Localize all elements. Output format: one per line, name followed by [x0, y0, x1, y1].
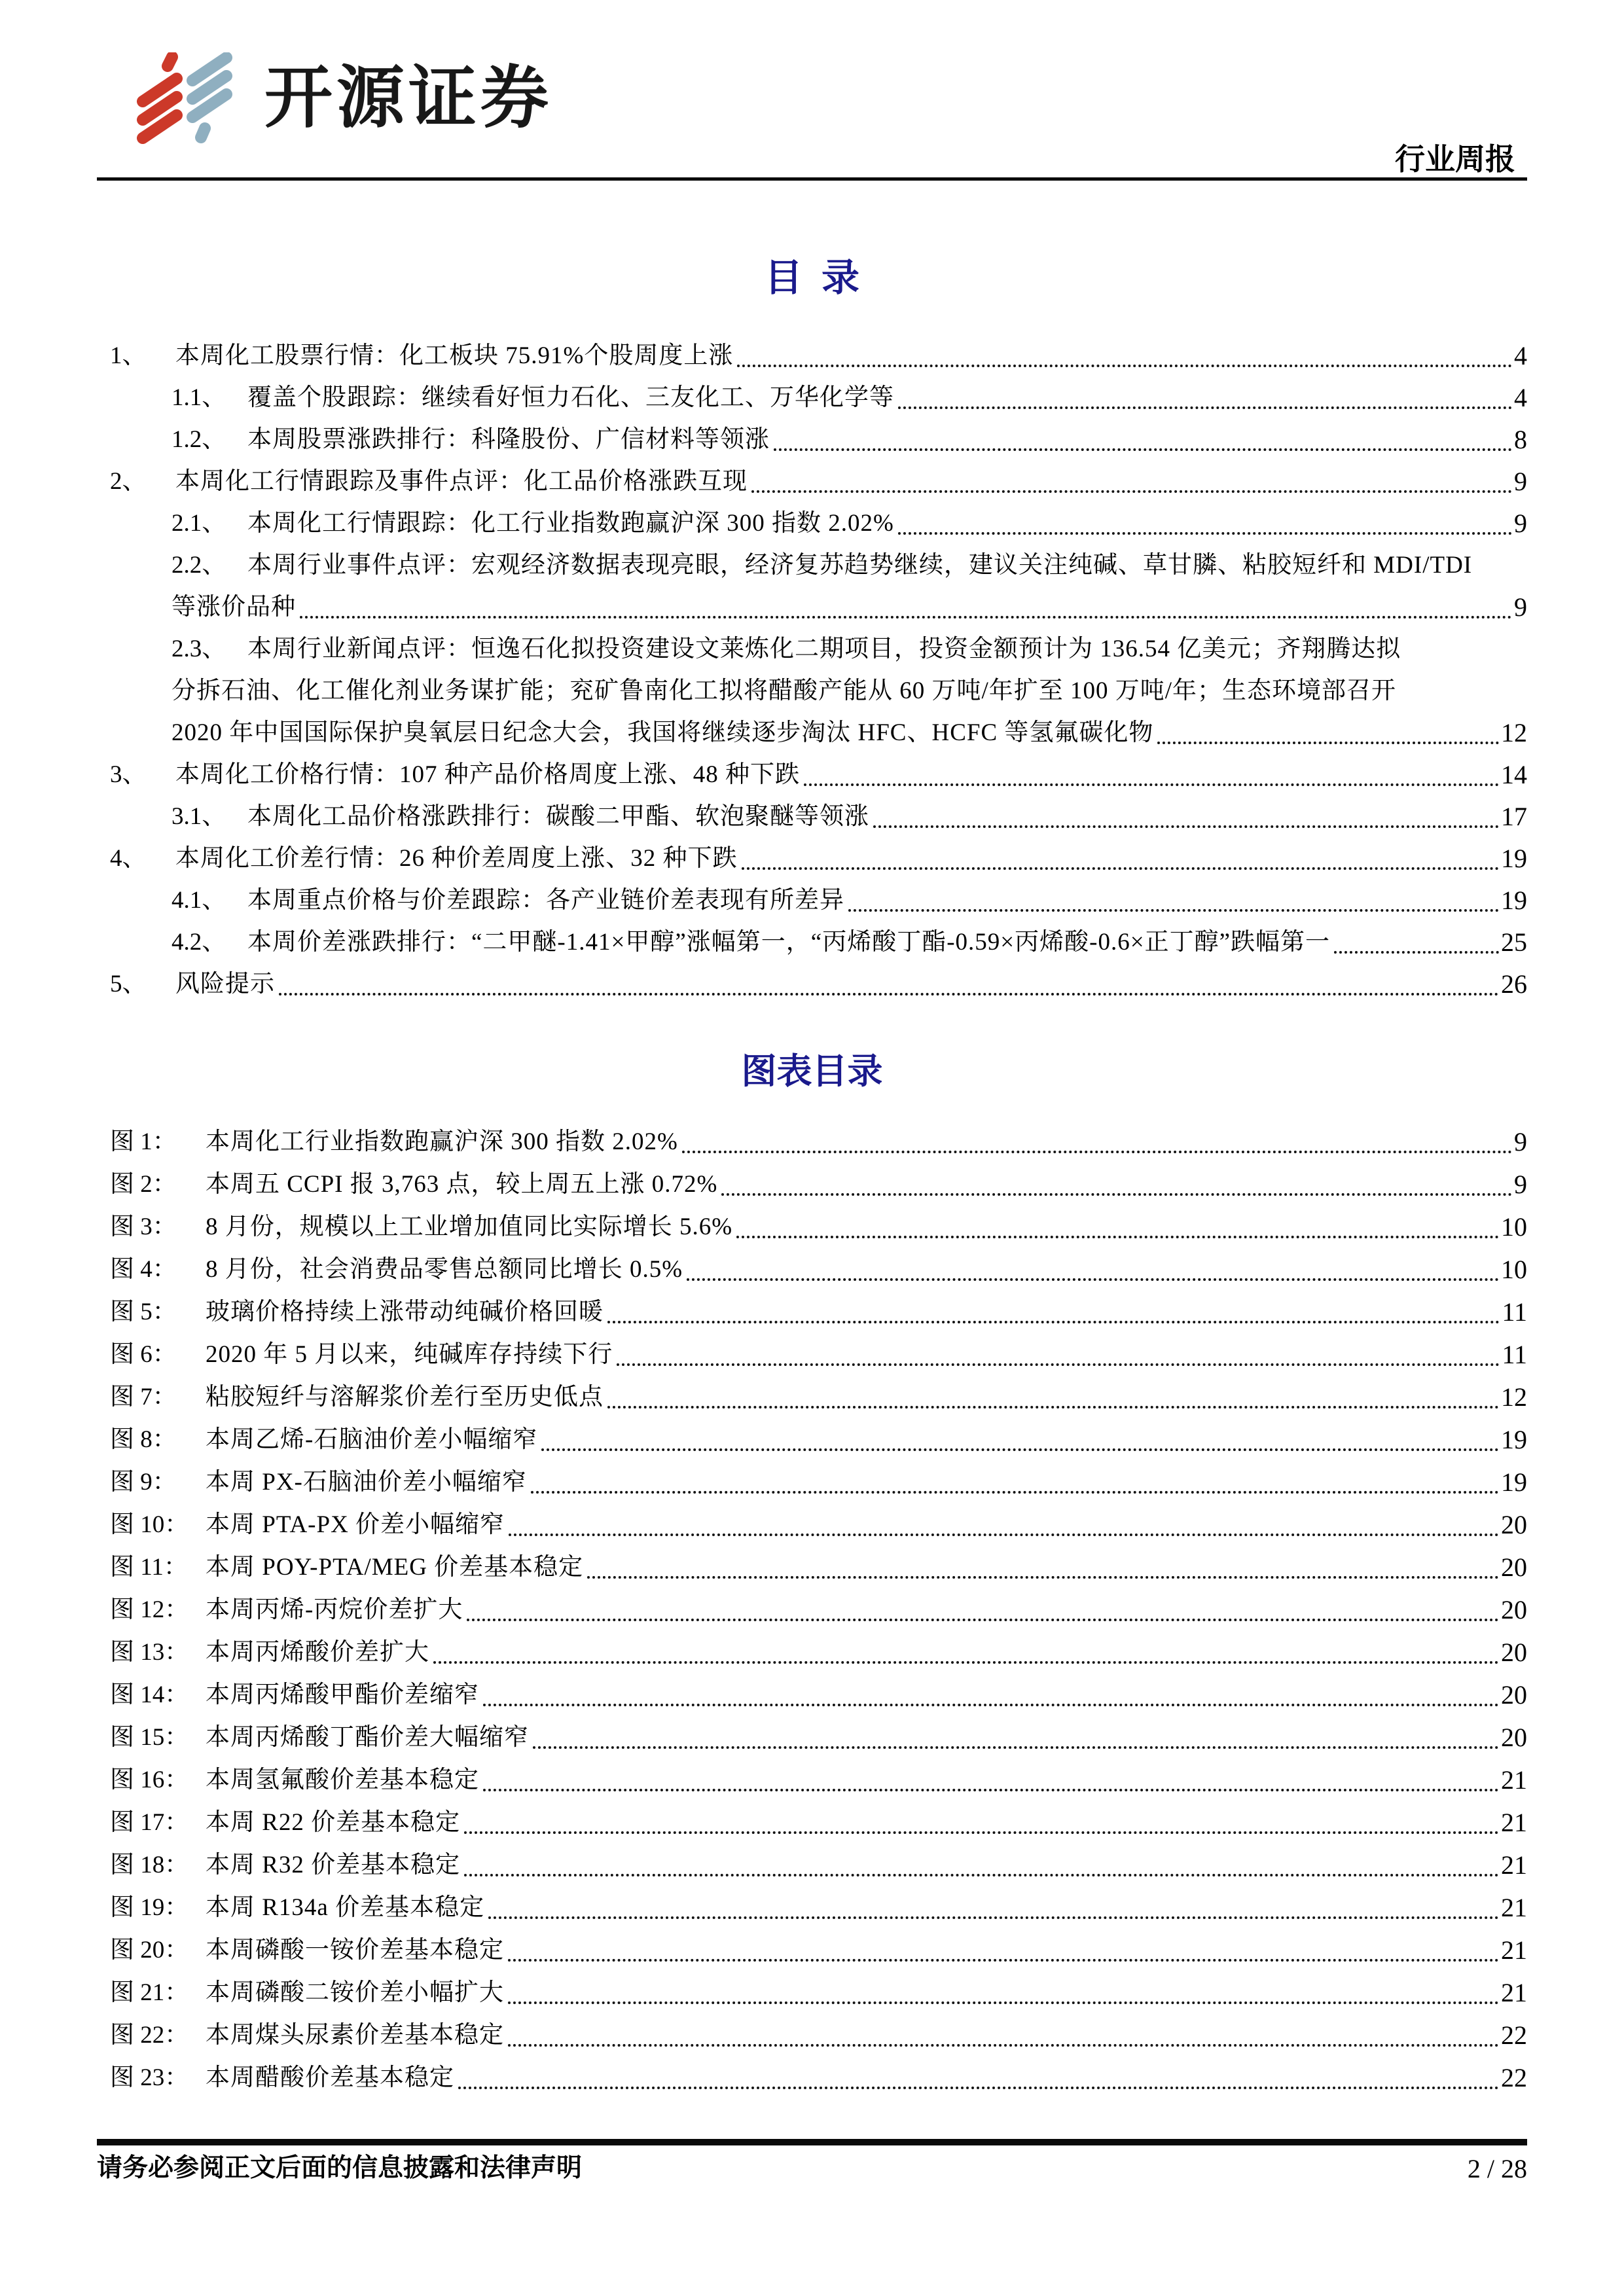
figure-toc-entry[interactable] — [97, 1886, 1527, 1929]
entry-page-number: 4 — [1514, 341, 1527, 370]
entry-page-number: 9 — [1514, 467, 1527, 496]
dot-leader — [737, 365, 1512, 367]
toc-entry-line — [97, 335, 1527, 377]
toc-entry[interactable] — [97, 419, 1527, 461]
entry-number: 图 10： — [110, 1511, 189, 1538]
footer-disclaimer: 请务必参阅正文后面的信息披露和法律声明 — [97, 2154, 583, 2182]
entry-page-number: 25 — [1501, 927, 1527, 957]
figure-toc-entry[interactable] — [97, 1333, 1527, 1376]
dot-leader — [483, 1789, 1499, 1791]
figure-toc-entry[interactable] — [97, 1929, 1527, 1971]
toc-entry-line — [97, 377, 1527, 419]
entry-title: 本周行业事件点评：宏观经济数据表现亮眼，经济复苏趋势继续，建议关注纯碱、草甘膦、粘胶短纤和 MDI/TDI — [247, 552, 1473, 579]
company-logo — [135, 52, 552, 144]
entry-title: 2020 年中国国际保护臭氧层日纪念大会，我国将继续逐步淘汰 HFC、HCFC 等氢氟碳化物 — [171, 719, 1154, 746]
entry-number: 2.1、 — [171, 510, 226, 537]
figure-toc-entry[interactable] — [97, 1503, 1527, 1546]
toc-entry-line — [97, 1376, 1527, 1418]
dot-leader — [300, 616, 1512, 619]
entry-title: 本周重点价格与价差跟踪：各产业链价差表现有所差异 — [247, 887, 844, 914]
figure-toc-entry[interactable] — [97, 1971, 1527, 2014]
entry-title: 本周化工价格行情：107 种产品价格周度上涨、48 种下跌 — [175, 761, 800, 788]
entry-page-number: 9 — [1514, 592, 1527, 622]
dot-leader — [1334, 951, 1499, 954]
toc-entry[interactable] — [97, 922, 1527, 963]
entry-number: 2.2、 — [171, 552, 226, 579]
entry-number: 1.1、 — [171, 384, 226, 411]
entry-number: 图 11： — [110, 1554, 188, 1581]
entry-title: 本周磷酸二铵价差小幅扩大 — [206, 1979, 504, 2006]
figure-toc-entry[interactable] — [97, 1248, 1527, 1291]
entry-number: 图 21： — [110, 1979, 189, 2006]
toc-entry-line — [97, 2056, 1527, 2099]
entry-title: 本周行业新闻点评：恒逸石化拟投资建设文莱炼化二期项目，投资金额预计为 136.54 亿美元；齐翔腾达拟 — [247, 636, 1401, 662]
toc-entry-line — [97, 419, 1527, 461]
entry-title: 粘胶短纤与溶解浆价差行至历史低点 — [206, 1384, 604, 1410]
toc-entry[interactable] — [97, 377, 1527, 419]
kaiyuan-logo-icon — [135, 52, 247, 144]
toc-entry-line — [97, 838, 1527, 880]
figures-toc-title: 图表目录 — [741, 1052, 883, 1091]
toc-entry-line — [97, 503, 1527, 545]
entry-page-number: 9 — [1514, 1127, 1527, 1157]
entry-page-number: 9 — [1514, 1170, 1527, 1199]
page-footer — [97, 2139, 1527, 2185]
entry-title: 玻璃价格持续上涨带动纯碱价格回暖 — [206, 1299, 604, 1325]
entry-page-number: 14 — [1501, 760, 1527, 789]
toc-entry-line — [97, 1333, 1527, 1376]
dot-leader — [488, 1916, 1499, 1919]
figure-toc-entry[interactable] — [97, 1801, 1527, 1844]
dot-leader — [687, 1278, 1499, 1281]
dot-leader — [617, 1363, 1500, 1366]
toc-entry-line — [97, 1971, 1527, 2014]
figure-toc-entry[interactable] — [97, 1206, 1527, 1248]
toc-entry-line — [97, 1163, 1527, 1206]
entry-title: 本周煤头尿素价差基本稳定 — [206, 2022, 504, 2049]
dot-leader — [508, 1959, 1499, 1962]
page-number-indicator: 2 / 28 — [1467, 2154, 1527, 2183]
entry-number: 3.1、 — [171, 803, 226, 830]
entry-title: 本周丙烯酸丁酯价差大幅缩窄 — [206, 1724, 529, 1751]
entry-page-number: 20 — [1501, 1680, 1527, 1710]
toc-entry-line — [97, 1631, 1527, 1674]
dot-leader — [433, 1661, 1499, 1664]
entry-title: 本周磷酸一铵价差基本稳定 — [206, 1937, 504, 1964]
dot-leader — [607, 1321, 1500, 1323]
entry-title: 风险提示 — [175, 971, 275, 997]
entry-title: 本周化工行情跟踪及事件点评：化工品价格涨跌互现 — [175, 468, 748, 495]
entry-page-number: 21 — [1501, 1765, 1527, 1795]
entry-title: 本周化工股票行情：化工板块 75.91%个股周度上涨 — [175, 342, 734, 369]
entry-page-number: 4 — [1514, 383, 1527, 412]
entry-number: 图 14： — [110, 1681, 189, 1708]
dot-leader — [742, 867, 1500, 870]
entry-number: 图 16： — [110, 1767, 189, 1793]
entry-title: 8 月份，社会消费品零售总额同比增长 0.5% — [206, 1256, 683, 1283]
entry-title: 本周化工品价格涨跌排行：碳酸二甲酯、软泡聚醚等领涨 — [247, 803, 869, 830]
entry-number: 图 7： — [110, 1384, 177, 1410]
entry-title: 本周 PTA-PX 价差小幅缩窄 — [206, 1511, 505, 1538]
entry-number: 图 23： — [110, 2064, 189, 2091]
entry-page-number: 9 — [1514, 509, 1527, 538]
entry-number: 图 5： — [110, 1299, 177, 1325]
entry-page-number: 11 — [1502, 1340, 1527, 1369]
entry-title: 本周化工价差行情：26 种价差周度上涨、32 种下跌 — [175, 845, 738, 872]
entry-page-number: 8 — [1514, 425, 1527, 454]
entry-title: 本周 R134a 价差基本稳定 — [206, 1894, 485, 1921]
brand-name: 开源证券 — [264, 60, 553, 136]
figure-toc-entry[interactable] — [97, 1546, 1527, 1588]
entry-number: 图 22： — [110, 2022, 189, 2049]
toc-entry[interactable] — [97, 754, 1527, 796]
entry-number: 图 13： — [110, 1639, 189, 1666]
toc-entry-line — [97, 1929, 1527, 1971]
dot-leader — [531, 1491, 1499, 1494]
entry-number: 图 17： — [110, 1809, 189, 1836]
dot-leader — [509, 1534, 1499, 1536]
toc-entry-line — [97, 1674, 1527, 1716]
entry-page-number: 20 — [1501, 1723, 1527, 1752]
entry-title: 本周醋酸价差基本稳定 — [206, 2064, 454, 2091]
entry-title: 本周化工行业指数跑赢沪深 300 指数 2.02% — [206, 1128, 678, 1155]
entry-page-number: 21 — [1501, 1893, 1527, 1922]
toc-entry-line — [97, 1503, 1527, 1546]
entry-number: 图 4： — [110, 1256, 177, 1283]
toc-entry-line — [97, 1248, 1527, 1291]
entry-title: 2020 年 5 月以来，纯碱库存持续下行 — [206, 1341, 613, 1368]
toc-entry-line — [97, 1546, 1527, 1588]
entry-page-number: 10 — [1501, 1255, 1527, 1284]
entry-page-number: 22 — [1501, 2020, 1527, 2050]
figure-toc-entry[interactable] — [97, 1121, 1527, 1163]
entry-number: 图 2： — [110, 1171, 177, 1198]
dot-leader — [804, 783, 1499, 786]
report-type-label: 行业周报 — [1395, 143, 1515, 176]
entry-number: 图 6： — [110, 1341, 177, 1368]
dot-leader — [736, 1236, 1499, 1238]
entry-number: 5、 — [110, 971, 147, 997]
figures-toc-list — [97, 1121, 1527, 2099]
dot-leader — [751, 490, 1512, 493]
entry-number: 2、 — [110, 468, 147, 495]
entry-title: 本周丙烯酸甲酯价差缩窄 — [206, 1681, 479, 1708]
toc-entry-line — [97, 1461, 1527, 1503]
toc-entry-line — [97, 2014, 1527, 2056]
entry-page-number: 19 — [1501, 1467, 1527, 1497]
dot-leader — [774, 448, 1512, 451]
entry-title: 本周丙烯-丙烷价差扩大 — [206, 1596, 463, 1623]
toc-title: 目 录 — [764, 257, 859, 299]
figure-toc-entry[interactable] — [97, 1376, 1527, 1418]
entry-title: 本周五 CCPI 报 3,763 点，较上周五上涨 0.72% — [206, 1171, 718, 1198]
entry-number: 图 15： — [110, 1724, 189, 1751]
dot-leader — [607, 1406, 1499, 1408]
entry-title: 本周化工行情跟踪：化工行业指数跑赢沪深 300 指数 2.02% — [247, 510, 894, 537]
toc-list — [97, 335, 1527, 1005]
entry-number: 图 9： — [110, 1469, 177, 1496]
dot-leader — [873, 825, 1499, 828]
toc-entry-line — [97, 586, 1527, 628]
toc-entry-line — [97, 922, 1527, 963]
entry-page-number: 19 — [1501, 1425, 1527, 1454]
dot-leader — [279, 993, 1499, 996]
entry-number: 图 19： — [110, 1894, 189, 1921]
toc-entry-line — [97, 461, 1527, 503]
entry-number: 图 8： — [110, 1426, 177, 1453]
entry-page-number: 11 — [1502, 1297, 1527, 1327]
toc-entry[interactable] — [97, 628, 1527, 754]
entry-title: 本周股票涨跌排行：科隆股份、广信材料等领涨 — [247, 426, 770, 453]
entry-title: 等涨价品种 — [171, 594, 296, 620]
dot-leader — [533, 1746, 1499, 1749]
figure-toc-entry[interactable] — [97, 2014, 1527, 2056]
entry-title: 本周 PX-石脑油价差小幅缩窄 — [206, 1469, 527, 1496]
toc-entry-line — [97, 1886, 1527, 1929]
entry-page-number: 19 — [1501, 844, 1527, 873]
page-header — [97, 0, 1527, 181]
entry-title: 本周 R32 价差基本稳定 — [206, 1852, 461, 1878]
dot-leader — [541, 1448, 1499, 1451]
toc-entry[interactable] — [97, 545, 1527, 628]
toc-entry-line — [97, 963, 1527, 1005]
figure-toc-entry[interactable] — [97, 1588, 1527, 1631]
dot-leader — [898, 406, 1512, 409]
toc-entry-line — [97, 1418, 1527, 1461]
toc-entry[interactable] — [97, 503, 1527, 545]
toc-entry-line — [97, 670, 1527, 712]
figure-toc-entry[interactable] — [97, 1674, 1527, 1716]
toc-entry[interactable] — [97, 838, 1527, 880]
toc-entry-line — [97, 1291, 1527, 1333]
toc-entry[interactable] — [97, 963, 1527, 1005]
dot-leader — [467, 1619, 1499, 1621]
entry-title: 本周丙烯酸价差扩大 — [206, 1639, 429, 1666]
entry-page-number: 20 — [1501, 1552, 1527, 1582]
toc-entry[interactable] — [97, 335, 1527, 377]
toc-entry-line — [97, 712, 1527, 754]
toc-entry-line — [97, 754, 1527, 796]
entry-number: 图 18： — [110, 1852, 189, 1878]
figure-toc-entry[interactable] — [97, 1291, 1527, 1333]
entry-page-number: 21 — [1501, 1935, 1527, 1965]
dot-leader — [682, 1151, 1512, 1153]
entry-number: 4.1、 — [171, 887, 226, 914]
entry-title: 8 月份，规模以上工业增加值同比实际增长 5.6% — [206, 1213, 733, 1240]
toc-entry-line — [97, 545, 1527, 586]
entry-page-number: 12 — [1501, 1382, 1527, 1412]
dot-leader — [464, 1831, 1499, 1834]
dot-leader — [898, 532, 1512, 535]
figure-toc-entry[interactable] — [97, 1461, 1527, 1503]
dot-leader — [848, 909, 1499, 912]
toc-entry-line — [97, 1206, 1527, 1248]
figure-toc-entry[interactable] — [97, 1631, 1527, 1674]
toc-entry-line — [97, 880, 1527, 922]
entry-title: 覆盖个股跟踪：继续看好恒力石化、三友化工、万华化学等 — [247, 384, 894, 411]
dot-leader — [508, 2001, 1499, 2004]
dot-leader — [1157, 742, 1499, 744]
entry-number: 1、 — [110, 342, 147, 369]
toc-entry-line — [97, 1588, 1527, 1631]
toc-entry-line — [97, 796, 1527, 838]
entry-number: 3、 — [110, 761, 147, 788]
entry-title: 本周乙烯-石脑油价差小幅缩窄 — [206, 1426, 538, 1453]
entry-number: 图 12： — [110, 1596, 189, 1623]
toc-entry-line — [97, 1759, 1527, 1801]
entry-page-number: 20 — [1501, 1510, 1527, 1539]
entry-title: 本周氢氟酸价差基本稳定 — [206, 1767, 479, 1793]
entry-page-number: 20 — [1501, 1638, 1527, 1667]
entry-page-number: 19 — [1501, 886, 1527, 915]
toc-entry[interactable] — [97, 461, 1527, 503]
dot-leader — [721, 1193, 1512, 1196]
entry-number: 4.2、 — [171, 929, 226, 956]
entry-page-number: 21 — [1501, 1808, 1527, 1837]
dot-leader — [464, 1874, 1499, 1876]
entry-title: 本周 POY-PTA/MEG 价差基本稳定 — [206, 1554, 584, 1581]
entry-page-number: 26 — [1501, 969, 1527, 999]
entry-title: 本周价差涨跌排行：“二甲醚-1.41×甲醇”涨幅第一，“丙烯酸丁酯-0.59×丙烯酸-0.6×正丁醇”跌幅第一 — [247, 929, 1331, 956]
dot-leader — [458, 2087, 1499, 2089]
entry-page-number: 12 — [1501, 718, 1527, 747]
entry-number: 1.2、 — [171, 426, 226, 453]
toc-entry[interactable] — [97, 796, 1527, 838]
entry-page-number: 21 — [1501, 1850, 1527, 1880]
entry-page-number: 21 — [1501, 1978, 1527, 2007]
toc-entry-line — [97, 628, 1527, 670]
entry-number: 图 1： — [110, 1128, 177, 1155]
entry-page-number: 17 — [1501, 802, 1527, 831]
entry-number: 图 20： — [110, 1937, 189, 1964]
entry-title: 本周 R22 价差基本稳定 — [206, 1809, 461, 1836]
toc-entry-line — [97, 1716, 1527, 1759]
entry-page-number: 20 — [1501, 1595, 1527, 1624]
toc-entry-line — [97, 1801, 1527, 1844]
dot-leader — [508, 2044, 1499, 2047]
dot-leader — [587, 1576, 1499, 1579]
figure-toc-entry[interactable] — [97, 2056, 1527, 2099]
toc-entry-line — [97, 1121, 1527, 1163]
figure-toc-entry[interactable] — [97, 1759, 1527, 1801]
toc-entry[interactable] — [97, 880, 1527, 922]
entry-number: 图 3： — [110, 1213, 177, 1240]
toc-entry-line — [97, 1844, 1527, 1886]
entry-page-number: 22 — [1501, 2063, 1527, 2092]
entry-title: 分拆石油、化工催化剂业务谋扩能；兖矿鲁南化工拟将醋酸产能从 60 万吨/年扩至 100 万吨/年；生态环境部召开 — [171, 677, 1397, 704]
entry-number: 4、 — [110, 845, 147, 872]
figure-toc-entry[interactable] — [97, 1844, 1527, 1886]
figure-toc-entry[interactable] — [97, 1716, 1527, 1759]
figure-toc-entry[interactable] — [97, 1163, 1527, 1206]
dot-leader — [483, 1704, 1499, 1706]
figure-toc-entry[interactable] — [97, 1418, 1527, 1461]
entry-page-number: 10 — [1501, 1212, 1527, 1242]
entry-number: 2.3、 — [171, 636, 226, 662]
